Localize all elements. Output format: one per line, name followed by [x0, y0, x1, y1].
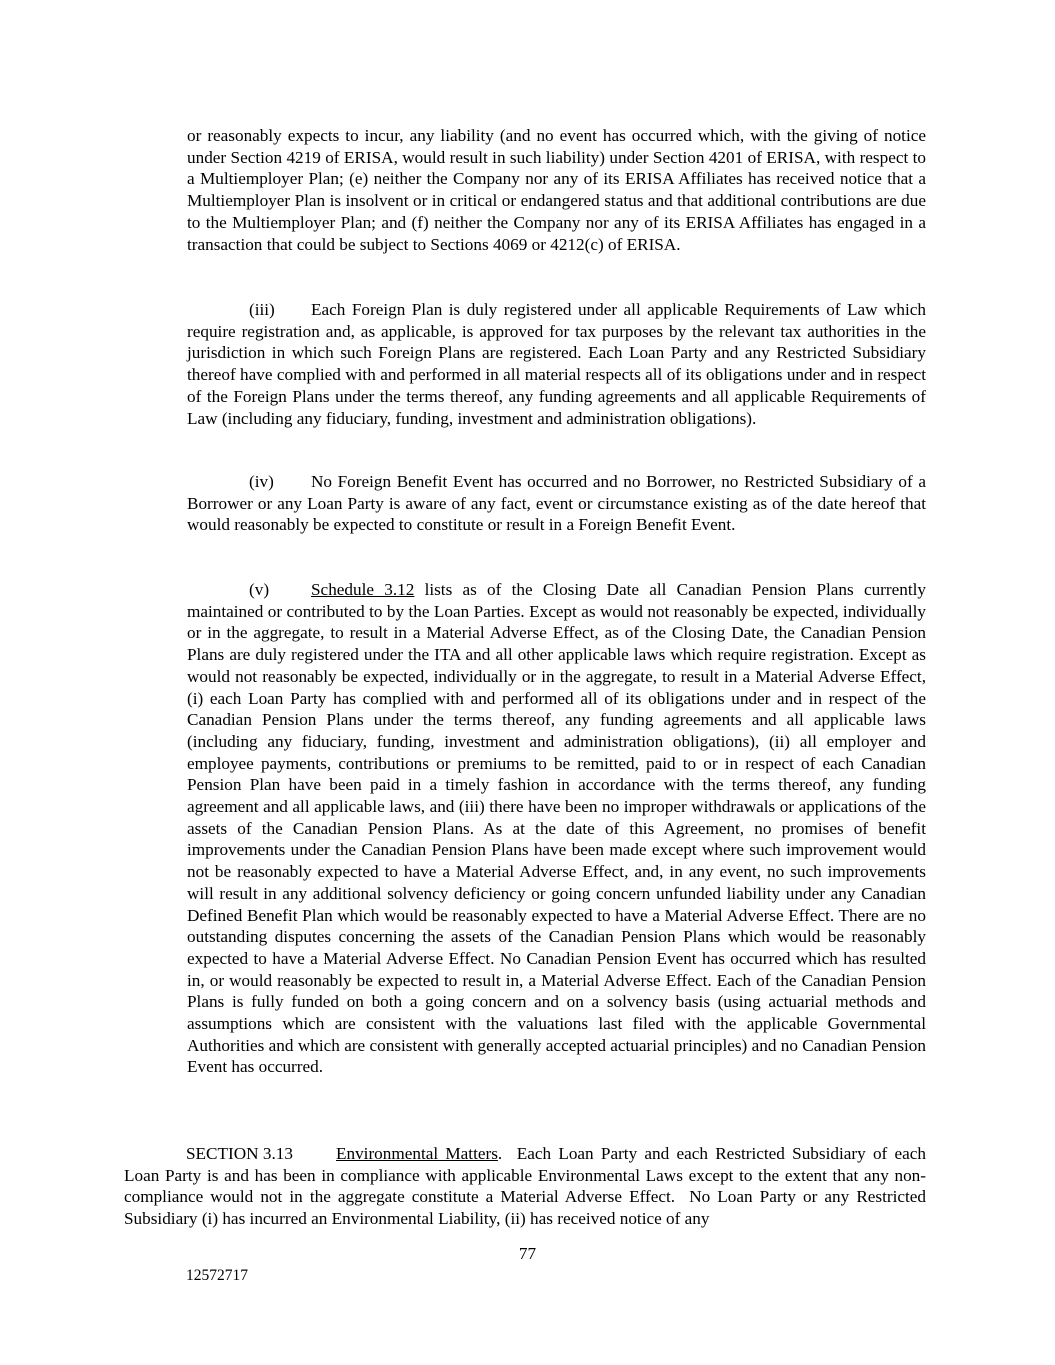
document-id: 12572717 — [186, 1267, 248, 1284]
section-heading-punct: . — [497, 1144, 503, 1163]
paragraph-continuation: or reasonably expects to incur, any liability (and no event has occurred which, with the giving of notice under Section 4219 of ERISA, would result in such liability) under Section 4201 of ERISA, with respect to a Multiemployer Plan; (e) neither the Company nor any of its ERISA Affiliates has received notice that a Multiemployer Plan is insolvent or in critical or endangered status and that additional contributions are due to the Multiemployer Plan; and (f) neither the Company nor any of its ERISA Affiliates has engaged in a transaction that could be subject to Sections 4069 or 4212(c) of ERISA. — [187, 126, 926, 254]
section-3-13 — [124, 1143, 931, 1230]
paragraph-iii-text: Each Foreign Plan is duly registered under all applicable Requirements of Law which require registration and, as applicable, is approved for tax purposes by the relevant tax authorities in the jurisdiction in which such Foreign Plans are registered. Each Loan Party and any Restricted Subsidiary thereof have complied with and performed in all material respects all of its obligations under and in respect of the Foreign Plans under the terms thereof, any funding agreements and all applicable Requirements of Law (including any fiduciary, funding, investment and administration obligations). — [187, 300, 926, 428]
paragraph-iv-text: No Foreign Benefit Event has occurred and no Borrower, no Restricted Subsidiary of a Borrower or any Loan Party is aware of any fact, event or circumstance existing as of the date hereof that would reasonably be expected to constitute or result in a Foreign Benefit Event. — [187, 472, 926, 535]
paragraph-iv — [187, 471, 926, 536]
section-label: SECTION 3.13 — [186, 1144, 293, 1163]
paragraph-v-text: lists as of the Closing Date all Canadian Pension Plans currently maintained or contributed to by the Loan Parties. Except as would not reasonably be expected, individually or in the aggregate, to result in a Material Adverse Effect, as of the Closing Date, the Canadian Pension Plans are duly registered under the ITA and all other applicable laws which require registration. Except as would not reasonably be expected, individually or in the aggregate, to result in a Material Adverse Effect, (i) each Loan Party has complied with and performed all of its obligations under and in respect of the Canadian Pension Plans under the terms thereof, any funding agreements and all applicable laws (including any fiduciary, funding, investment and administration obligations), (ii) all employer and employee payments, contributions or premiums to be remitted, paid to or in respect of each Canadian Pension Plan have been paid in a timely fashion in accordance with the terms thereof, any funding agreement and all applicable laws, and (iii) there have been no improper withdrawals or applications of the assets of the Canadian Pension Plans. As at the date of this Agreement, no promises of benefit improvements under the Canadian Pension Plans have been made except where such improvement would not be reasonably expected to have a Material Adverse Effect, and, in any event, no such improvements will result in any additional solvency deficiency or going concern unfunded liability under any Canadian Defined Benefit Plan which would be reasonably expected to have a Material Adverse Effect. There are no outstanding disputes concerning the assets of the Canadian Pension Plans which would be reasonably expected to have a Material Adverse Effect. No Canadian Pension Event has occurred which has resulted in, or would reasonably be expected to result in, a Material Adverse Effect. Each of the Canadian Pension Plans is fully funded on both a going concern and on a solvency basis (using actuarial methods and assumptions which are consistent with the valuations last filed with the applicable Governmental Authorities and which are consistent with generally accepted actuarial principles) and no Canadian Pension Event has occurred. — [187, 580, 926, 1077]
section-heading: Environmental Matters — [336, 1144, 498, 1163]
paragraph-iii-number: (iii) — [249, 300, 275, 319]
section-text: Each Loan Party and each Restricted Subsidiary of each Loan Party is and has been in compliance with applicable Environmental Laws except to the extent that any non-compliance would not in the aggregate constitute a Material Adverse Effect. No Loan Party or any Restricted Subsidiary (i) has incurred an Environmental Liability, (ii) has received notice of any — [124, 1144, 931, 1229]
paragraph-v-number: (v) — [249, 580, 270, 599]
schedule-reference: Schedule 3.12 — [311, 580, 415, 599]
paragraph-iii — [187, 299, 926, 429]
page-number: 77 — [518, 1244, 537, 1263]
paragraph-iv-number: (iv) — [249, 472, 274, 491]
paragraph-v — [187, 579, 926, 1078]
